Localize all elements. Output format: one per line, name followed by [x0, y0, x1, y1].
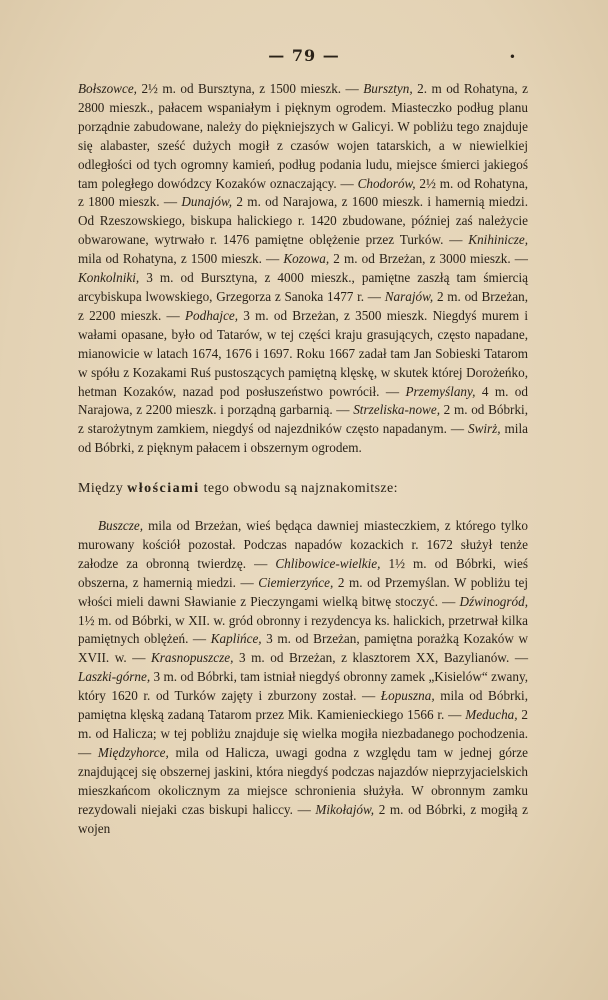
place-name: Dunajów,: [181, 194, 233, 210]
text-run: 3 m. od Brzeżan, z 3500 mieszk. Niegdyś murem i wałami opasane, było od Tatarów, w tej części kraju grasujących, często napadane, mianowicie w latach 1674, 1676 i 1697. Roku 1667 zadał tam Jan Sobieski Tatarom w spółu z Kozakami Ruś pustoszących pamiętną klęskę, w skutek której Dorożeńko, hetman Kozaków, nazad pod posłuszeństwo powrócił. —: [78, 307, 528, 399]
paragraph-towns: [78, 80, 528, 458]
place-name: Chlibowice-wielkie,: [275, 555, 381, 571]
place-name: Przemyślany,: [405, 383, 476, 399]
text-run: 3 m. od Bóbrki, tam istniał niegdyś obronny zamek „Kisielów“ zwany, który 1620 r. od Turków zajęty i zburzony został. —: [78, 669, 528, 704]
place-name: Laszki-górne,: [78, 669, 151, 685]
text-run: mila od Bóbrki, z pięknym pałacem i obszernym ogrodem.: [78, 421, 528, 456]
text-run: 4 m. od Narajowa, z 2200 mieszk. i porządną garbarnią. —: [78, 383, 528, 418]
text-run: 2 m. od Brzeżan, z 3000 mieszk. —: [329, 251, 528, 267]
place-name: Narajów,: [384, 288, 434, 304]
text-run: 2 m. od Narajowa, z 1600 mieszk. i hamernią miedzi. Od Rzeszowskiego, biskupa halickiego r. 1420 zbudowane, później zaś należycie obwarowane, wytrwało r. 1476 pamiętne oblężenie przez Turków. —: [78, 194, 528, 248]
text-run: 2 m. od Przemyślan. W pobliżu tej włości mieli dawni Sławianie z Pieczyngami wielką bitwę stoczyć. —: [78, 574, 528, 609]
text-run: 1½ m. od Bóbrki, wieś obszerna, z hamernią miedzi. —: [78, 555, 528, 590]
text-run: 3 m. od Bursztyna, z 4000 mieszk., pamiętne zaszłą tam śmiercią arcybiskupa lwowskiego, Grzegorza z Sanoka 1477 r. —: [78, 270, 528, 304]
place-name: Buszcze,: [98, 518, 144, 534]
text-run: 2½ m. od Rohatyna, z 1800 mieszk. —: [78, 175, 528, 210]
text-run: 2 m. od Bóbrki, z starożytnym zamkiem, niegdyś od najezdników często napadanym. —: [78, 402, 529, 437]
ink-dot: •: [508, 50, 516, 64]
heading-after: tego obwodu są najznakomitsze:: [199, 481, 398, 497]
place-name: Krasnopuszcze,: [150, 650, 234, 666]
paragraph-villages: [78, 517, 528, 838]
text-run: mila od Brzeżan, wieś będąca dawniej miasteczkiem, z którego tylko murowany kościół pozostał. Podczas napadów kozackich r. 1672 służył tenże załodze za obronną twierdzę. —: [78, 518, 528, 571]
text-run: 3 m. od Brzeżan, pamiętna porażką Kozaków w XVII. w. —: [78, 631, 529, 666]
text-run: 1½ m. od Bóbrki, w XII. w. gród obronny i rezydencya ks. halickich, przetrwał kilka pamiętnych oblężeń. —: [78, 612, 528, 647]
place-name: Konkolniki,: [78, 270, 140, 286]
text-run: 2 m. od Bóbrki, z mogiłą z wojen: [78, 801, 528, 836]
text-run: 3 m. od Brzeżan, z klasztorem XX, Bazylianów. —: [233, 650, 529, 666]
place-name: Mikołajów,: [315, 801, 375, 817]
place-name: Bursztyn,: [363, 81, 413, 96]
place-name: Podhajce,: [184, 307, 239, 323]
place-name: Międzyhorce,: [97, 744, 169, 760]
section-heading: [78, 480, 528, 499]
text-run: 2 m. od Halicza; w tej pobliżu znajduje się wielka mogiła niezbadanego pochodzenia. —: [78, 707, 529, 760]
text-run: 2. m od Rohatyna, z 2800 mieszk., pałacem wspaniałym i pięknym ogrodem. Miasteczko podług planu porządnie zabudowane, należy do piękniejszych w Galicyi. W pobliżu tego znajduje się alabaster, sześć dużych mogił z czasów wojen tatarskich, a w niewielkiej odległości od tych ogromny kamień, podług podania ludu, miejsce śmierci jakiegoś tam poległego dowódzcy Kozaków oznaczający. —: [78, 81, 529, 191]
place-name: Kaplińce,: [210, 631, 262, 647]
text-run: 2½ m. od Bursztyna, z 1500 mieszk. —: [136, 81, 364, 96]
place-name: Bołszowce,: [78, 81, 137, 96]
text-run: mila od Rohatyna, z 1500 mieszk. —: [78, 251, 284, 267]
place-name: Kozowa,: [283, 251, 330, 267]
text-run: mila od Bóbrki, pamiętna klęską zadaną Tatarom przez Mik. Kamienieckiego 1566 r. —: [78, 688, 528, 723]
place-name: Knihinicze,: [468, 232, 528, 248]
page-header: [0, 46, 608, 65]
heading-before: Między: [78, 481, 128, 497]
place-name: Strzeliska-nowe,: [353, 402, 440, 418]
place-name: Ciemierzyńce,: [258, 574, 334, 590]
place-name: Dźwinogród,: [459, 593, 528, 609]
heading-emphasis: włościami: [127, 481, 200, 497]
place-name: Meducha,: [465, 707, 518, 723]
body-text: [78, 80, 528, 838]
page-number: — 79 —: [268, 46, 340, 65]
text-run: mila od Halicza, uwagi godna z względu tam w jednej górze znajdującej się obszernej jaskini, która niegdyś podczas najazdów nieprzyjacielskich mieszkańcom okolicznym za miejsce schronienia służyła. W obronnym zamku rezydowali niejaki czas biskupi haliccy. —: [78, 744, 529, 817]
place-name: Swirż,: [467, 421, 501, 437]
text-run: 2 m. od Brzeżan, z 2200 mieszk. —: [78, 288, 528, 323]
place-name: Łopuszna,: [380, 688, 435, 704]
place-name: Chodorów,: [357, 175, 416, 191]
